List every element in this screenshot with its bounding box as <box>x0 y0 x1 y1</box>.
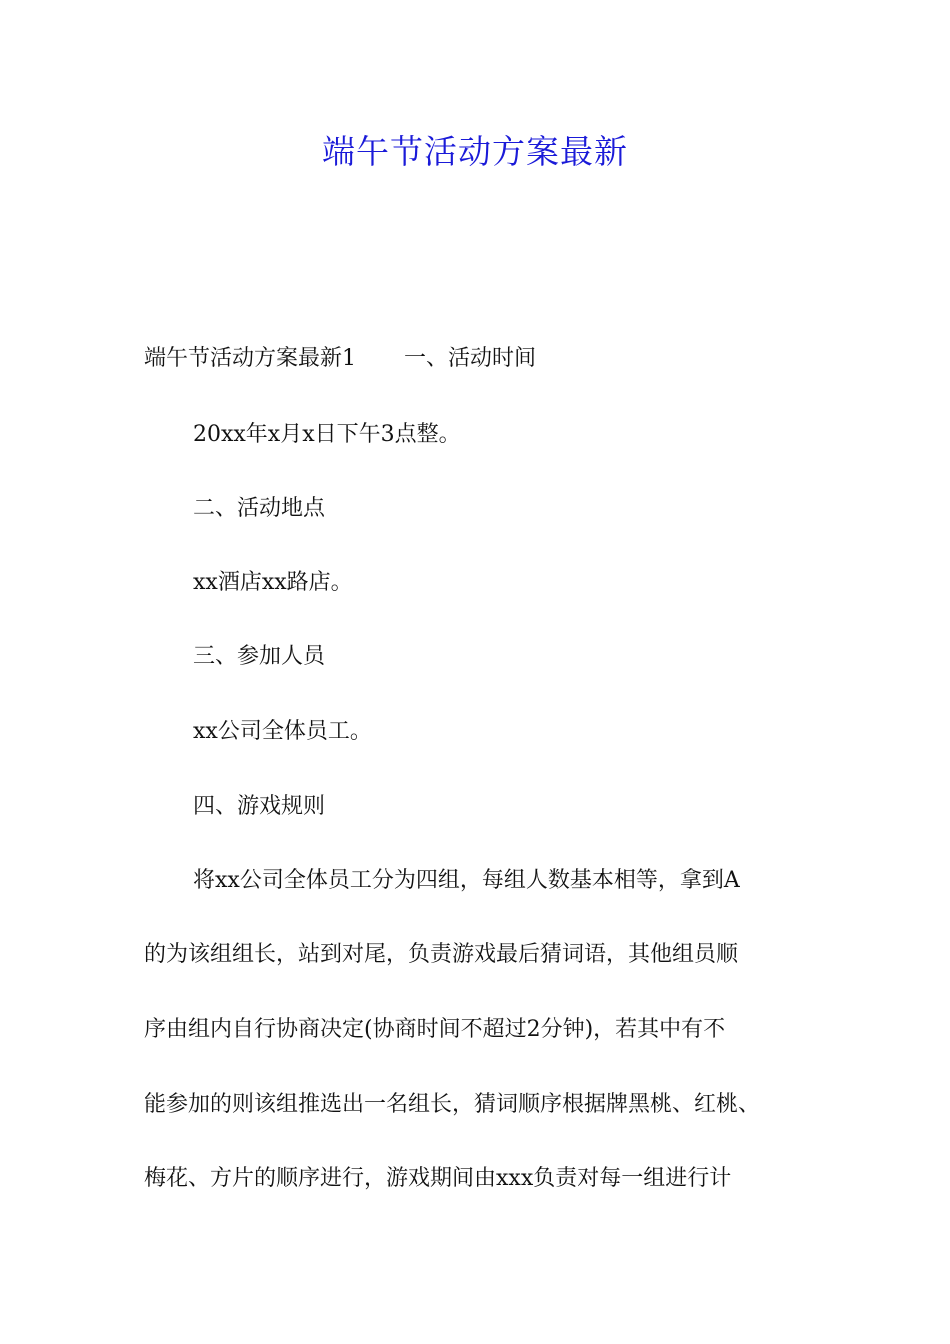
section-heading-line <box>144 344 536 374</box>
article-heading: 端午节活动方案最新1 <box>144 346 356 371</box>
paragraph-line: 梅花、方片的顺序进行，游戏期间由xxx负责对每一组进行计 <box>144 1166 732 1191</box>
paragraph-line: 的为该组组长，站到对尾，负责游戏最后猜词语，其他组员顺 <box>144 942 739 967</box>
section-heading: 一、活动时间 <box>404 346 537 371</box>
paragraph-line: 序由组内自行协商决定(协商时间不超过2分钟)，若其中有不 <box>144 1017 726 1042</box>
paragraph-line: 能参加的则该组推选出一名组长，猜词顺序根据牌黑桃、红桃、 <box>144 1092 761 1117</box>
section-heading: 二、活动地点 <box>193 496 326 521</box>
section-heading: 四、游戏规则 <box>193 794 326 819</box>
paragraph-line: 20xx年x月x日下午3点整。 <box>193 422 461 447</box>
paragraph-line: 将xx公司全体员工分为四组，每组人数基本相等，拿到A <box>193 868 740 893</box>
paragraph-line: xx酒店xx路店。 <box>193 570 353 595</box>
section-heading: 三、参加人员 <box>193 644 326 669</box>
document-title: 端午节活动方案最新 <box>322 132 628 171</box>
paragraph-line: xx公司全体员工。 <box>193 719 372 744</box>
